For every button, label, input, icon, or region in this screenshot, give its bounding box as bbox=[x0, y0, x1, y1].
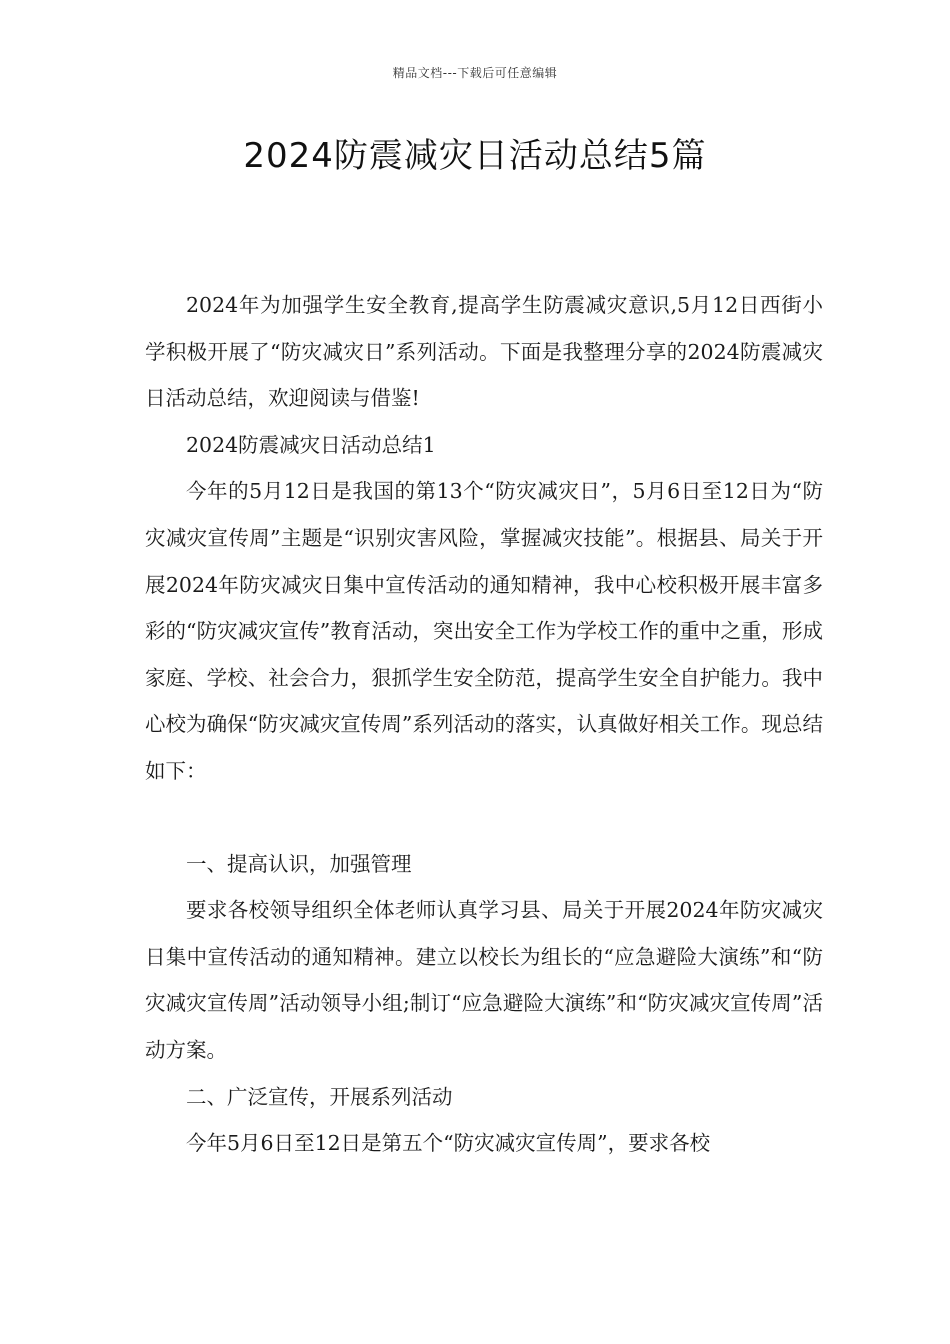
publicity-paragraph: 今年5月6日至12日是第五个“防灾减灾宣传周”，要求各校 bbox=[186, 1131, 711, 1156]
subheading-publicity: 二、广泛宣传，开展系列活动 bbox=[186, 1084, 453, 1109]
summary-1-paragraph: 今年的5月12日是我国的第13个“防灾减灾日”，5月6日至12日为“防灾减灾宣传周”主题是“识别灾害风险，掌握减灾技能”。根据县、局关于开展2024年防灾减灾日集中宣传活动的通知精神，我中心校积极开展丰富多彩的“防灾减灾宣传”教育活动，突出安全工作为学校工作的重中之重，形成家庭、学校、社会合力，狠抓学生安全防范，提高学生安全自护能力。我中心校为确保“防灾减灾宣传周”系列活动的落实，认真做好相关工作。现总结如下： bbox=[145, 479, 823, 783]
intro-paragraph: 2024年为加强学生安全教育,提高学生防震减灾意识,5月12日西街小学积极开展了“防灾减灾日”系列活动。下面是我整理分享的2024防震减灾日活动总结，欢迎阅读与借鉴! bbox=[145, 293, 823, 411]
document-body bbox=[145, 282, 823, 1167]
header-note: 精品文档---下载后可任意编辑 bbox=[392, 66, 558, 80]
awareness-paragraph: 要求各校领导组织全体老师认真学习县、局关于开展2024年防灾减灾日集中宣传活动的通知精神。建立以校长为组长的“应急避险大演练”和“防灾减灾宣传周”活动领导小组;制订“应急避险大演练”和“防灾减灾宣传周”活动方案。 bbox=[145, 898, 823, 1062]
section-heading-summary-1: 2024防震减灾日活动总结1 bbox=[186, 432, 436, 457]
document-title: 2024防震减灾日活动总结5篇 bbox=[243, 136, 707, 176]
subheading-raise-awareness: 一、提高认识，加强管理 bbox=[186, 851, 412, 876]
